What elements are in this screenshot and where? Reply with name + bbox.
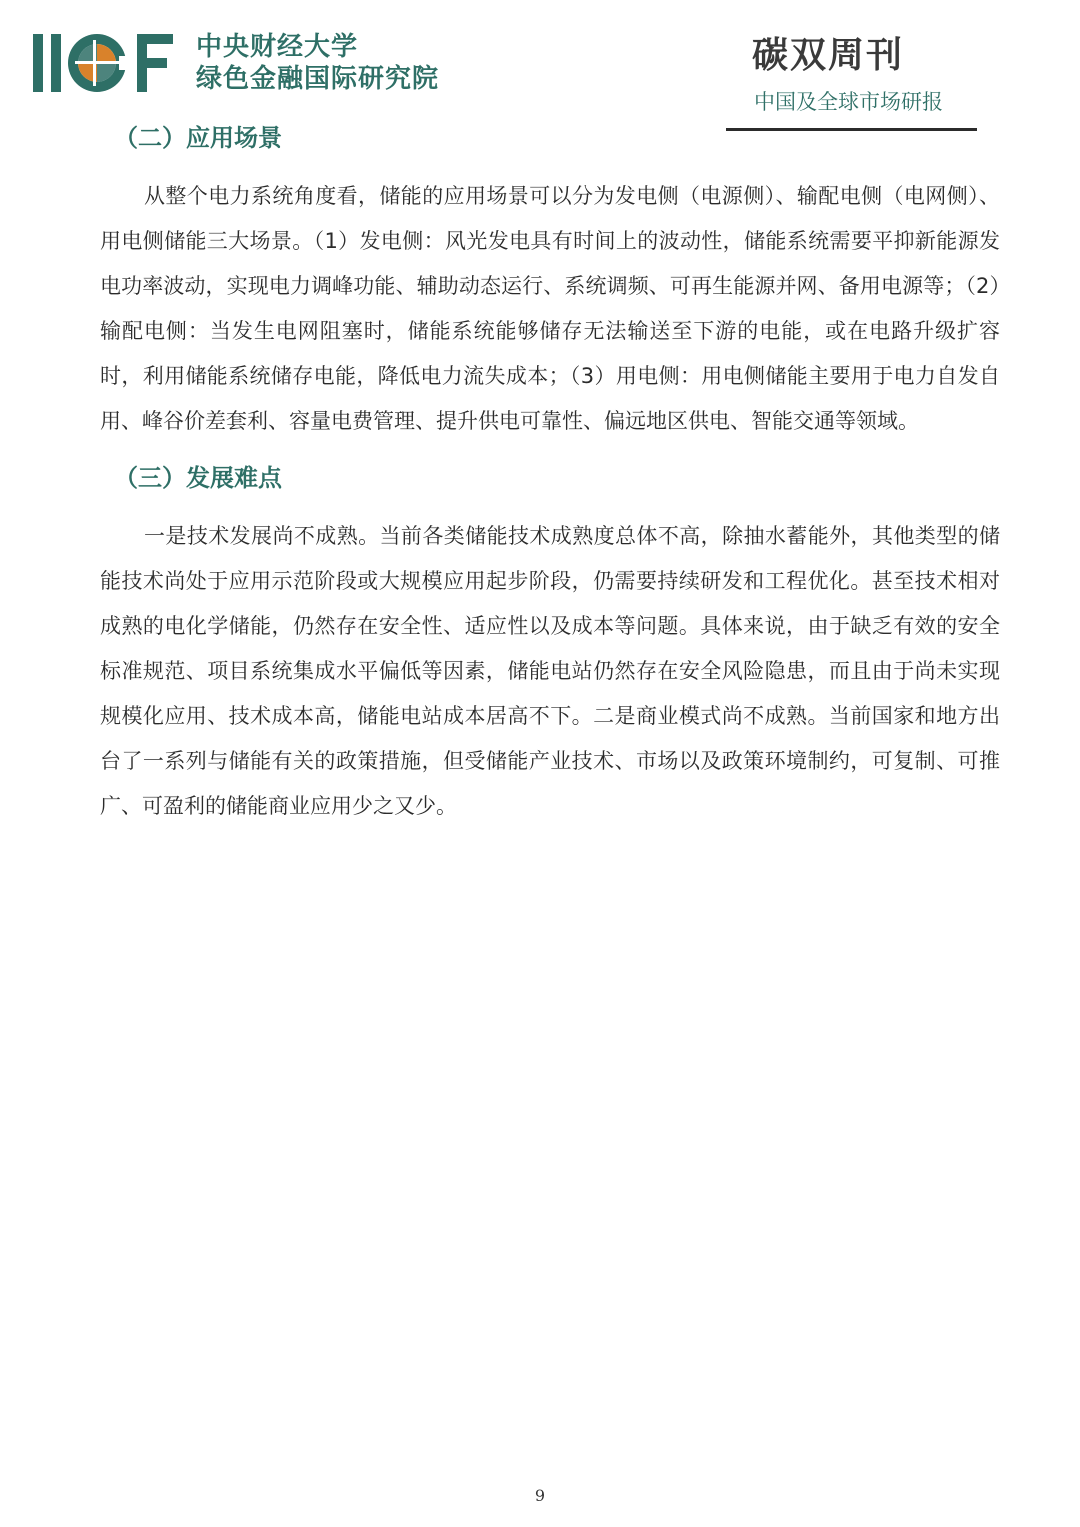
document-body: [100, 116, 1000, 829]
section-heading-development-difficulties: （三）发展难点: [114, 464, 282, 492]
publication-subtitle: 中国及全球市场研报: [754, 90, 943, 114]
org-name-line2: 绿色金融国际研究院: [196, 64, 440, 94]
iigf-logo: [33, 30, 175, 96]
section-heading-application-scenarios: （二）应用场景: [114, 124, 282, 152]
section-paragraph-application-scenarios: 从整个电力系统角度看，储能的应用场景可以分为发电侧（电源侧）、输配电侧（电网侧）、用电侧储能三大场景。（1）发电侧：风光发电具有时间上的波动性，储能系统需要平抑新能源发电功率波动，实现电力调峰功能、辅助动态运行、系统调频、可再生能源并网、备用电源等；（2）输配电侧：当发生电网阻塞时，储能系统能够储存无法输送至下游的电能，或在电路升级扩容时，利用储能系统储存电能，降低电力流失成本；（3）用电侧：用电侧储能主要用于电力自发自用、峰谷价差套利、容量电费管理、提升供电可靠性、偏远地区供电、智能交通等领域。: [100, 184, 1000, 433]
org-name-line1: 中央财经大学: [196, 32, 359, 62]
page-number: 9: [534, 1486, 546, 1505]
publication-title: 碳双周刊: [752, 35, 905, 76]
section-paragraph-development-difficulties: 一是技术发展尚不成熟。当前各类储能技术成熟度总体不高，除抽水蓄能外，其他类型的储能技术尚处于应用示范阶段或大规模应用起步阶段，仍需要持续研发和工程优化。甚至技术相对成熟的电化学储能，仍然存在安全性、适应性以及成本等问题。具体来说，由于缺乏有效的安全标准规范、项目系统集成水平偏低等因素，储能电站仍然存在安全风险隐患，而且由于尚未实现规模化应用、技术成本高，储能电站成本居高不下。二是商业模式尚不成熟。当前国家和地方出台了一系列与储能有关的政策措施，但受储能产业技术、市场以及政策环境制约，可复制、可推广、可盈利的储能商业应用少之又少。: [100, 524, 1000, 818]
organization-name: [196, 31, 439, 95]
